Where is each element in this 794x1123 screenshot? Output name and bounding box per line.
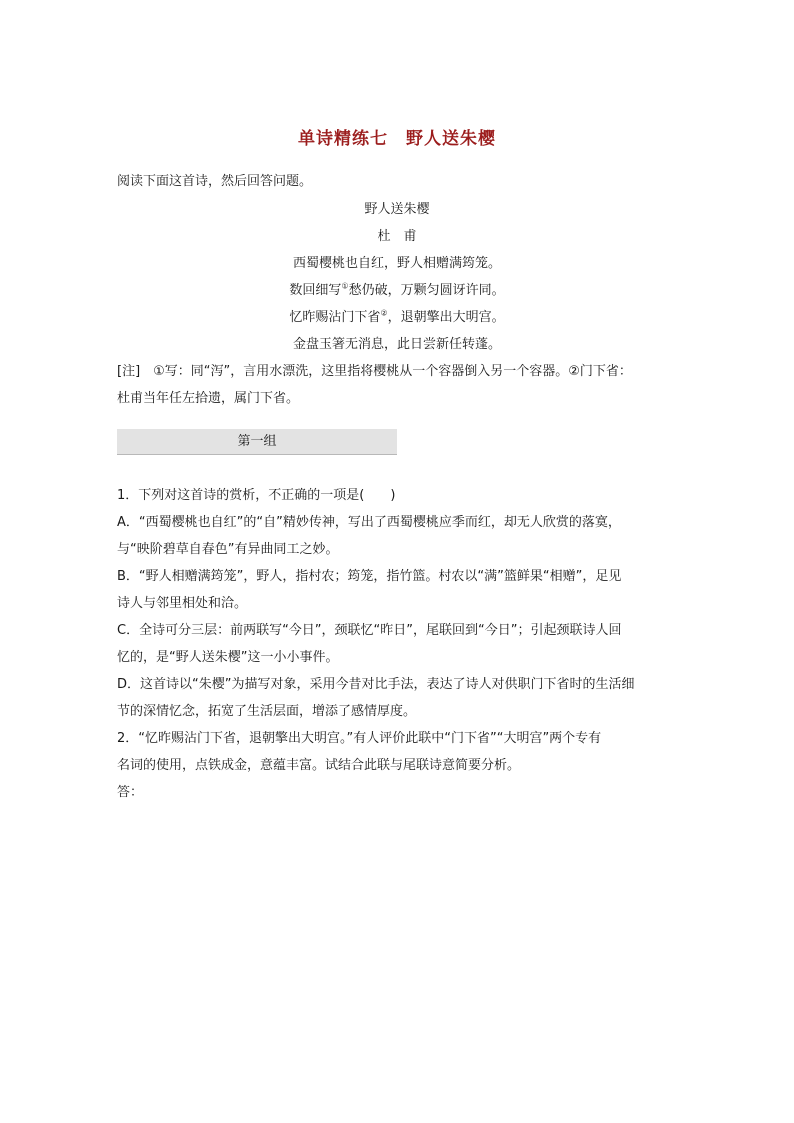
- poem-line-2-part-b: 愁仍破，万颗匀圆讶许同。: [348, 283, 505, 298]
- poem-author: 杜 甫: [377, 229, 417, 244]
- poem-line-1: 西蜀樱桃也自红，野人相赠满筠笼。: [292, 256, 501, 271]
- question-2-line-1: 2．“忆昨赐沾门下省，退朝擎出大明宫。”有人评价此联中“门下省”“大明宫”两个专有: [117, 731, 602, 746]
- section-header: 第一组: [117, 429, 397, 455]
- note-line-1: [注] ①写：同“泻”，言用水漂洗，这里指将樱桃从一个容器倒入另一个容器。②门下省：: [117, 364, 632, 379]
- option-c-line-1: C．全诗可分三层：前两联写“今日”，颈联忆“昨日”，尾联回到“今日”；引起颈联诗人回: [117, 623, 622, 638]
- poem-line-2-part-a: 数回细写: [289, 283, 342, 298]
- option-d-line-2: 节的深情忆念，拓宽了生活层面，增添了感情厚度。: [117, 704, 417, 719]
- option-b-line-2: 诗人与邻里相处和洽。: [117, 596, 248, 611]
- poem-line-4: 金盘玉箸无消息，此日尝新任转蓬。: [292, 337, 501, 352]
- option-b-line-1: B．“野人相赠满筠笼”，野人，指村农；筠笼，指竹篮。村农以“满”篮鲜果“相赠”，足见: [117, 569, 622, 584]
- question-2-line-2: 名词的使用，点铁成金，意蕴丰富。试结合此联与尾联诗意简要分析。: [117, 758, 521, 773]
- poem-line-3-part-a: 忆昨赐沾门下省: [289, 310, 381, 325]
- poem-line-2: [0, 282, 794, 300]
- poem-title: 野人送朱樱: [364, 202, 430, 217]
- footnote-mark-1: ①: [341, 281, 349, 291]
- option-a-line-2: 与“映阶碧草自春色”有异曲同工之妙。: [117, 542, 339, 557]
- instruction-text: 阅读下面这首诗，然后回答问题。: [117, 174, 313, 189]
- poem-line-3: [0, 309, 794, 327]
- option-c-line-2: 忆的，是“野人送朱樱”这一小小事件。: [117, 650, 339, 665]
- poem-line-3-part-b: ，退朝擎出大明宫。: [387, 310, 505, 325]
- option-d-line-1: D．这首诗以“朱樱”为描写对象，采用今昔对比手法，表达了诗人对供职门下省时的生活细: [117, 677, 635, 692]
- page-title: 单诗精练七 野人送朱樱: [298, 129, 496, 149]
- question-1-stem: 1．下列对这首诗的赏析，不正确的一项是( ): [117, 488, 396, 503]
- option-a-line-1: A．“西蜀樱桃也自红”的“自”精妙传神，写出了西蜀樱桃应季而红，却无人欣赏的落寞，: [117, 515, 621, 530]
- answer-label: 答：: [117, 785, 144, 800]
- note-line-2: 杜甫当年任左拾遗，属门下省。: [117, 391, 300, 406]
- footnote-mark-2: ②: [380, 308, 388, 318]
